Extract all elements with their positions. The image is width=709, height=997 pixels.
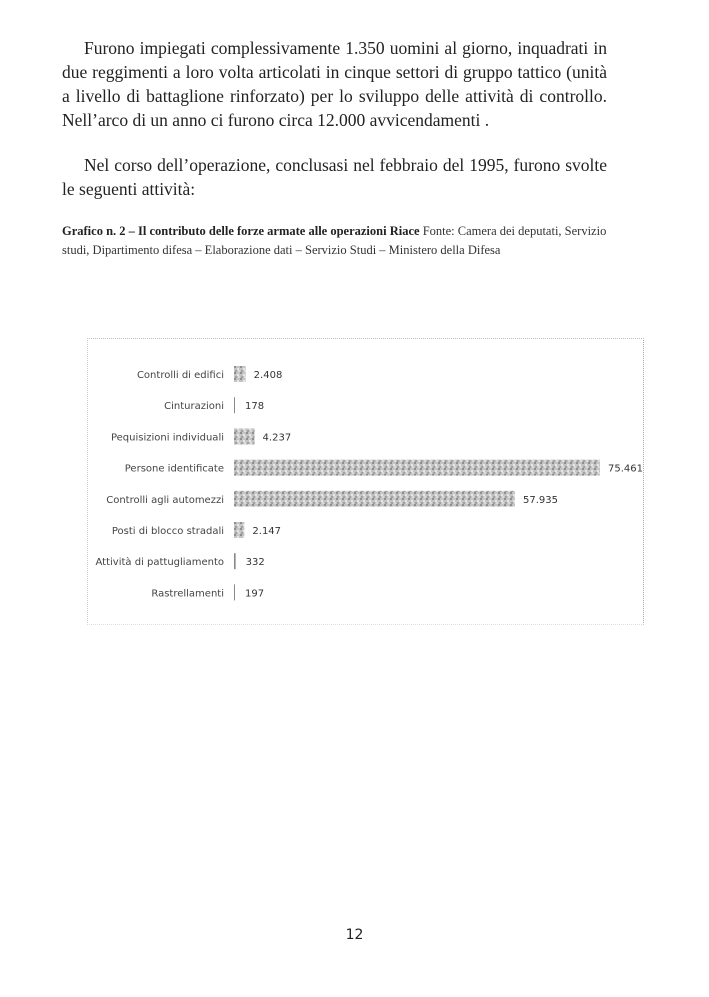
value-label: 4.237	[262, 432, 292, 444]
value-label: 332	[245, 557, 265, 569]
value-label: 197	[245, 588, 265, 600]
caption-title: Grafico n. 2 – Il contributo delle forze armate alle operazioni Riace	[62, 224, 420, 238]
bar	[234, 460, 600, 476]
bar	[234, 366, 246, 382]
value-label: 75.461	[608, 463, 643, 475]
category-label: Controlli di edifici	[136, 370, 224, 381]
bar	[234, 428, 255, 444]
value-label: 2.408	[253, 370, 283, 381]
category-label: Attività di pattugliamento	[95, 557, 224, 569]
caption-source: Fonte: Camera dei deputati, Servizio studi, Dipartimento difesa – Elaborazione dati – Servizio Studi – Ministero della Difesa	[62, 224, 607, 257]
category-label: Rastrellamenti	[151, 588, 224, 600]
bar	[234, 584, 235, 600]
bar	[234, 522, 244, 538]
paragraph-2: Nel corso dell’operazione, conclusasi nel febbraio del 1995, furono svolte le seguenti attività:	[62, 155, 607, 199]
value-label: 178	[245, 401, 265, 413]
bar	[234, 397, 235, 413]
category-label: Cinturazioni	[164, 401, 224, 413]
value-label: 2.147	[252, 526, 282, 537]
page-number: 12	[345, 927, 364, 943]
bar	[234, 491, 515, 507]
category-label: Controlli agli automezzi	[106, 494, 224, 506]
bar	[234, 553, 236, 569]
value-label: 57.935	[522, 494, 558, 506]
category-label: Pequisizioni individuali	[110, 432, 224, 444]
paragraph-1: Furono impiegati complessivamente 1.350 uomini al giorno, inquadrati in due reggimenti a loro volta articolati in cinque settori di gruppo tattico (unità a livello di battaglione rinforzato) per lo sviluppo delle attività di controllo. Nell’arco di un anno ci furono circa 12.000 avvicendamenti .	[62, 38, 607, 130]
category-label: Persone identificate	[124, 463, 224, 475]
category-label: Posti di blocco stradali	[111, 526, 224, 537]
